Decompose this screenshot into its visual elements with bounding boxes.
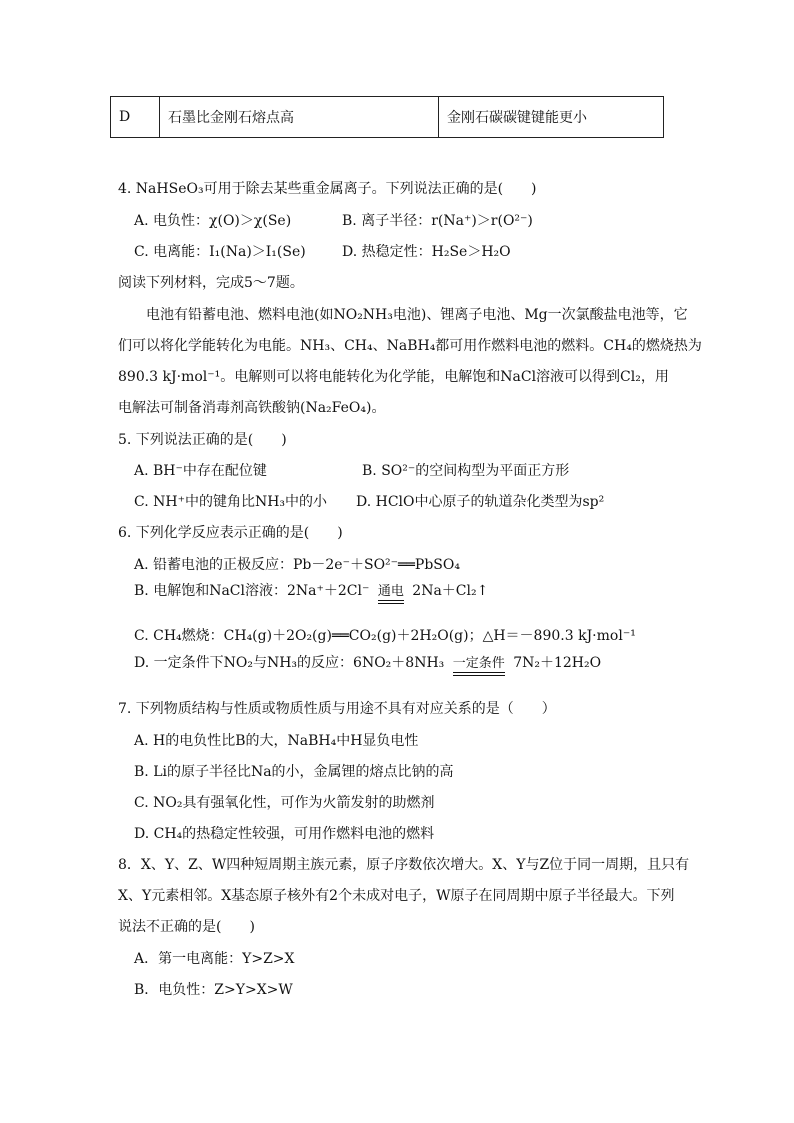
q5-stem: 5. 下列说法正确的是( ) — [118, 432, 287, 448]
q8-stem-line-3: 说法不正确的是( ) — [118, 919, 255, 935]
q4-option-d: D. 热稳定性：H₂Se＞H₂O — [342, 244, 511, 260]
passage-line-4: 电解法可制备消毒剂高铁酸钠(Na₂FeO₄)。 — [118, 400, 386, 416]
q4-option-a: A. 电负性：χ(O)＞χ(Se) — [134, 213, 292, 229]
q6-option-b — [134, 580, 488, 604]
q7-option-d: D. CH₄的热稳定性较强，可用作燃料电池的燃料 — [134, 826, 435, 842]
q5-option-d: D. HClO中心原子的轨道杂化类型为sp² — [356, 494, 605, 510]
q6-option-d — [134, 652, 601, 676]
q7-option-c: C. NO₂具有强氧化性，可作为火箭发射的助燃剂 — [134, 795, 435, 811]
q7-option-b: B. Li的原子半径比Na的小，金属锂的熔点比钠的高 — [134, 764, 454, 780]
row-letter: D — [111, 97, 160, 138]
reading-intro: 阅读下列材料，完成5～7题。 — [118, 275, 304, 291]
q4-option-b: B. 离子半径：r(Na⁺)＞r(O²⁻) — [342, 213, 533, 229]
table-row — [111, 97, 664, 138]
condition-arrow — [378, 585, 404, 604]
condition-text: 一定条件 — [452, 656, 505, 671]
option-table — [110, 96, 664, 138]
passage-line-1: 电池有铅蓄电池、燃料电池(如NO₂NH₃电池)、锂离子电池、Mg一次氯酸盐电池等，它 — [146, 307, 688, 323]
q5-option-a: A. BH⁻中存在配位键 — [134, 463, 267, 479]
q8-stem-line-1: 8．X、Y、Z、W四种短周期主族元素，原子序数依次增大。X、Y与Z位于同一周期，且只有 — [118, 857, 690, 873]
condition-arrow — [453, 657, 505, 676]
condition-text: 通电 — [377, 584, 404, 599]
q6-stem: 6. 下列化学反应表示正确的是( ) — [118, 525, 343, 541]
q8-option-a: A．第一电离能：Y>Z>X — [134, 951, 295, 967]
q6-option-a: A. 铅蓄电池的正极反应：Pb－2e⁻＋SO²⁻══PbSO₄ — [134, 557, 460, 573]
q6-d-right: 7N₂＋12H₂O — [513, 655, 602, 671]
passage-line-2: 们可以将化学能转化为电能。NH₃、CH₄、NaBH₄都可用作燃料电池的燃料。CH₄的燃烧热为 — [118, 338, 702, 354]
q7-option-a: A. H的电负性比B的大，NaBH₄中H显负电性 — [134, 733, 419, 749]
row-reason: 金刚石碳碳键键能更小 — [439, 97, 664, 138]
row-fact: 石墨比金刚石熔点高 — [160, 97, 439, 138]
q4-stem: 4. NaHSeO₃可用于除去某些重金属离子。下列说法正确的是( ) — [118, 181, 537, 197]
double-line — [453, 672, 505, 676]
q5-option-c: C. NH⁺中的键角比NH₃中的小 — [134, 494, 328, 510]
q5-option-b: B. SO²⁻的空间构型为平面正方形 — [362, 463, 570, 479]
q6-b-right: 2Na＋Cl₂↑ — [412, 583, 489, 599]
q6-option-c: C. CH₄燃烧：CH₄(g)＋2O₂(g)══CO₂(g)＋2H₂O(g)；△H＝－890.3 kJ·mol⁻¹ — [134, 628, 636, 644]
q4-option-c: C. 电离能：I₁(Na)＞I₁(Se) — [134, 244, 306, 260]
q7-stem: 7. 下列物质结构与性质或物质性质与用途不具有对应关系的是（ ） — [118, 701, 556, 717]
q6-d-left: D. 一定条件下NO₂与NH₃的反应：6NO₂＋8NH₃ — [134, 655, 445, 671]
q8-option-b: B．电负性：Z>Y>X>W — [134, 982, 293, 998]
double-line — [378, 600, 404, 604]
q8-stem-line-2: X、Y元素相邻。X基态原子核外有2个未成对电子，W原子在同周期中原子半径最大。下列 — [118, 888, 675, 904]
q6-b-left: B. 电解饱和NaCl溶液：2Na⁺＋2Cl⁻ — [134, 583, 370, 599]
passage-line-3: 890.3 kJ·mol⁻¹。电解则可以将电能转化为化学能，电解饱和NaCl溶液可以得到Cl₂，用 — [118, 369, 669, 385]
